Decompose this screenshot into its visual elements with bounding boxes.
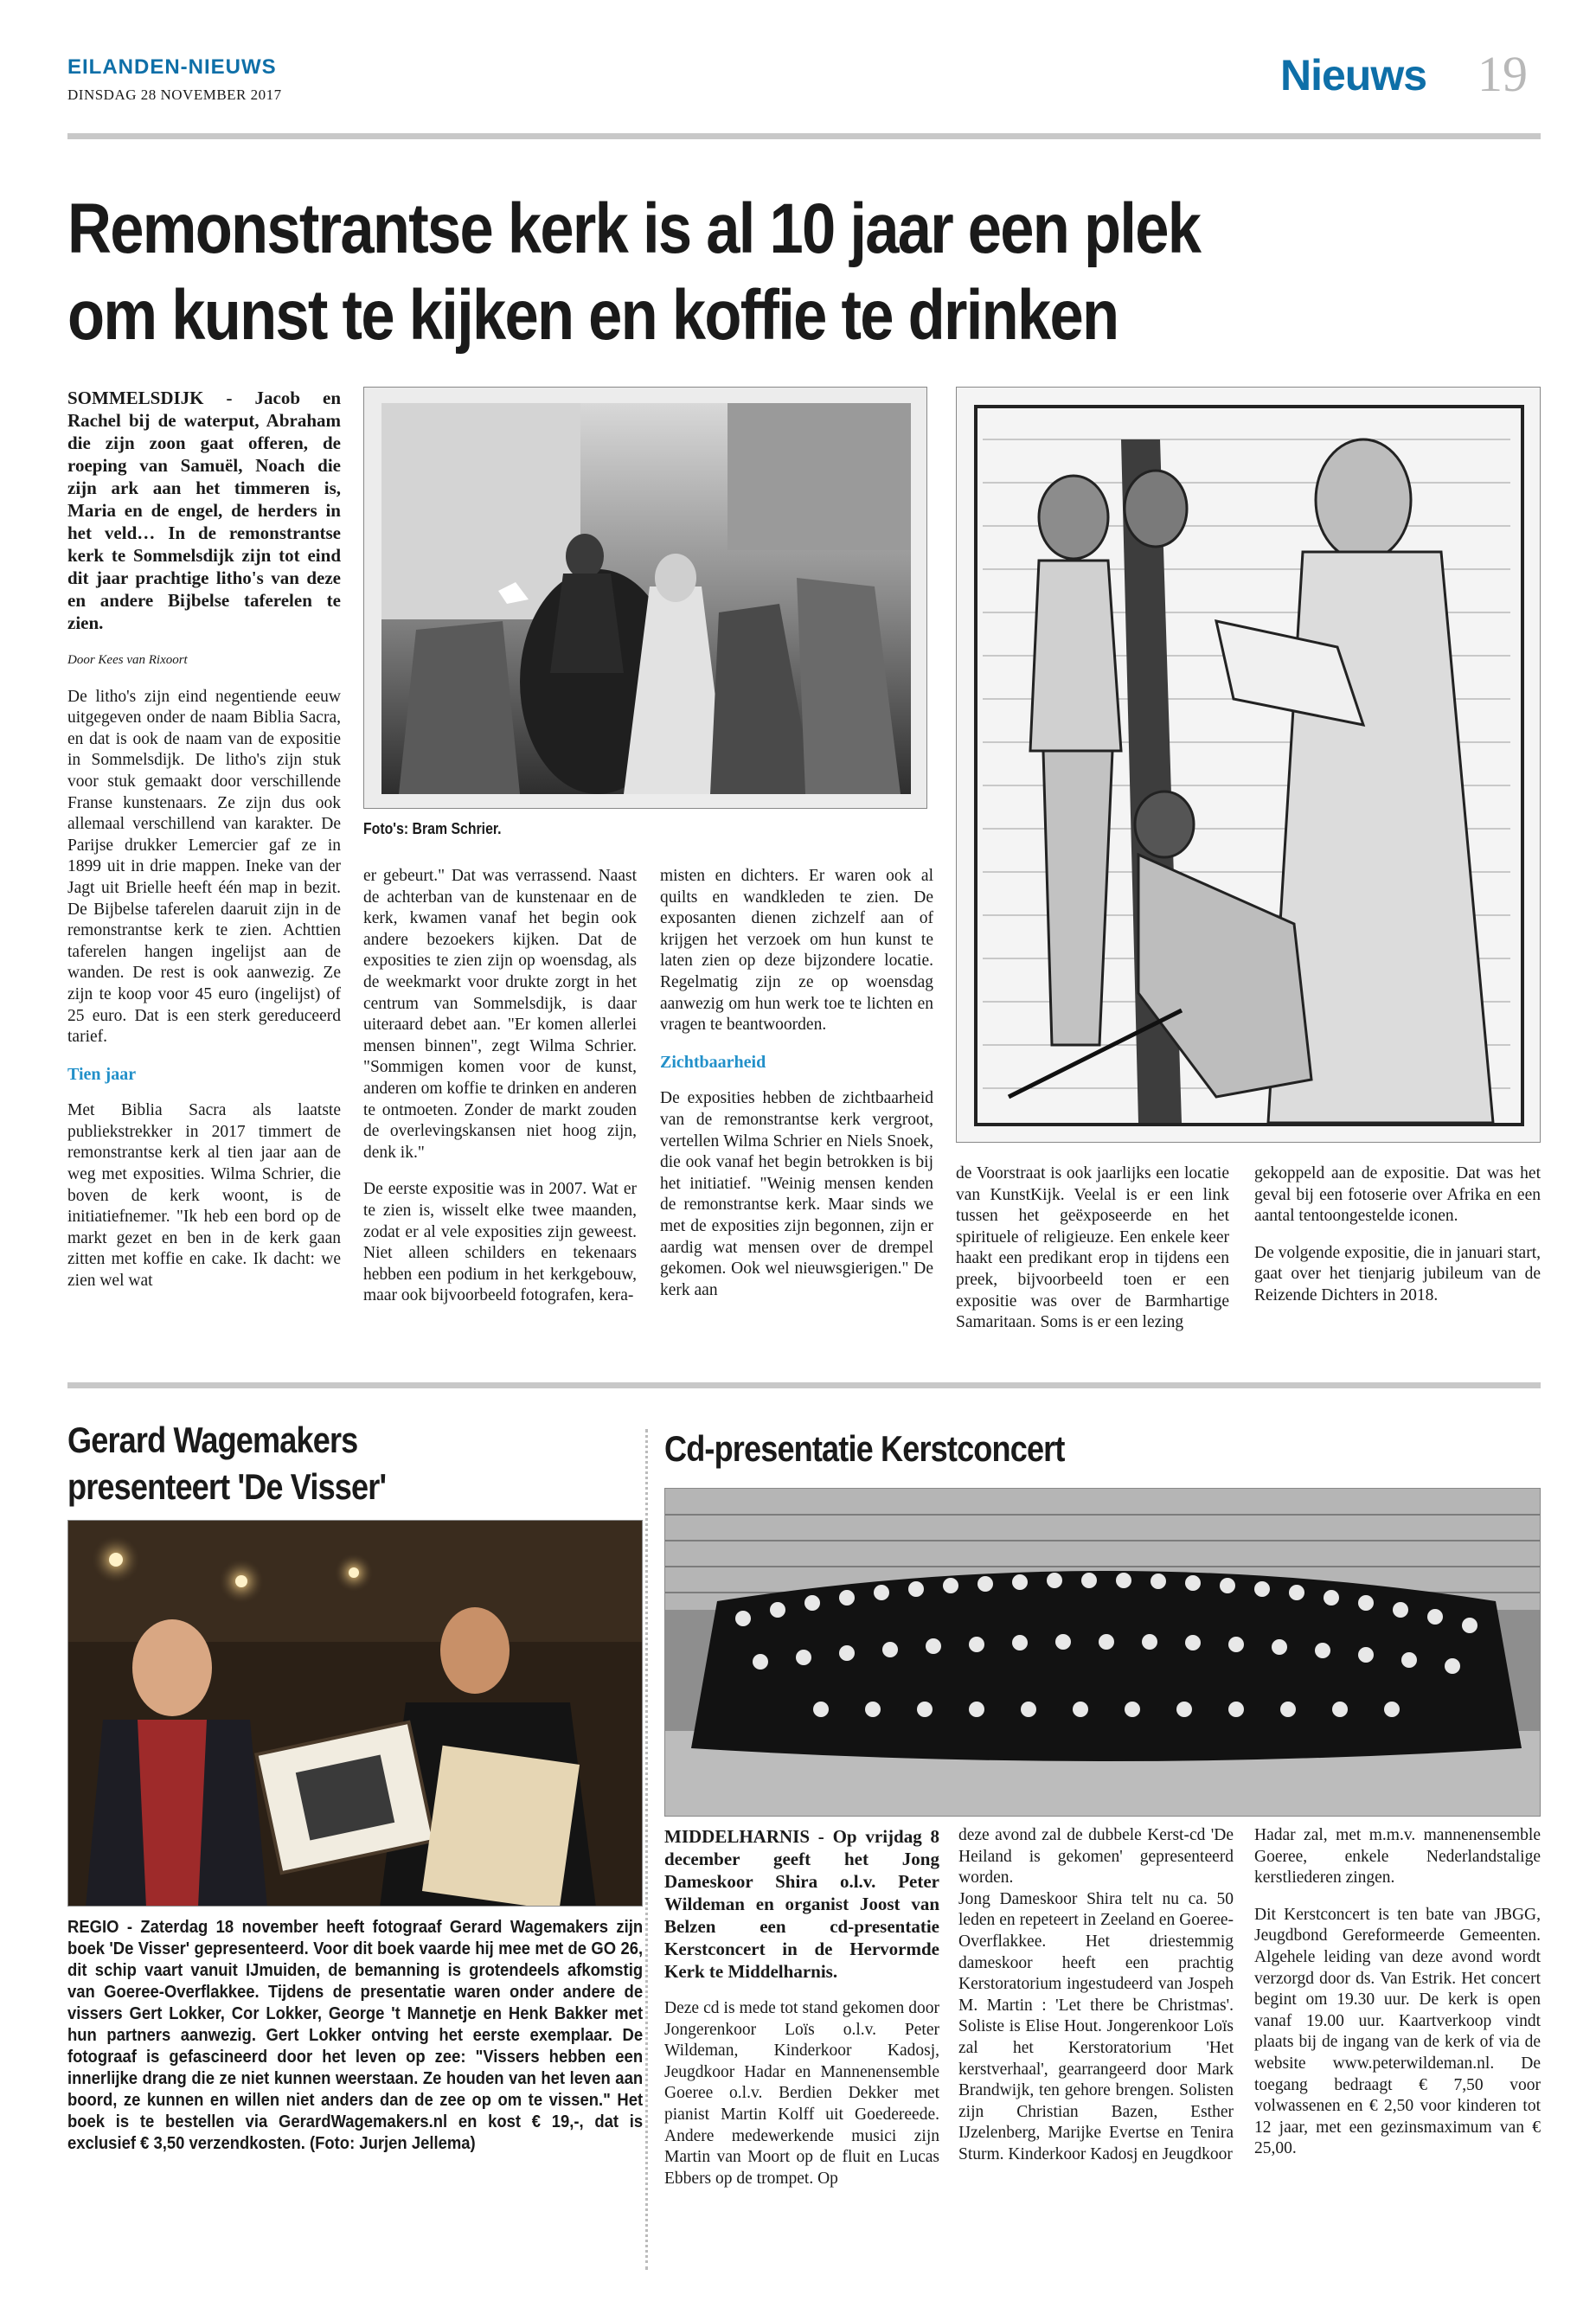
headline-line-1: Remonstrantse kerk is al 10 jaar een plek (67, 189, 1201, 268)
article-paragraph: Met Biblia Sacra als laatste publiekstrekker in 2017 timmert de remonstrantse kerk al tien jaar aan de weg met exposities. Wilma Schrier, die boven de kerk woont, is de initiatiefnemer. "Ik heb een bord op de markt gezet en ben in de kerk gaan zitten met koffie en cake. Ik dacht: we zien wel wat (67, 1101, 341, 1291)
kerstconcert-column-1 (664, 1825, 939, 2205)
article-column-5 (1254, 1163, 1541, 1323)
article-headline (67, 186, 1335, 359)
wagemakers-title-line-1: Gerard Wagemakers (67, 1420, 358, 1460)
article-column-1 (67, 387, 341, 1308)
article-intro: SOMMELSDIJK - Jacob en Rachel bij de waterput, Abraham die zijn zoon gaat offeren, de roeping van Samuël, Noach die zijn ark aan het timmeren is, Maria en de engel, de herders in het veld… In de remonstrantse kerk te Sommelsdijk zijn tot eind dit jaar prachtige litho's van deze en andere Bijbelse taferelen te zien. (67, 388, 341, 633)
wagemakers-title (67, 1417, 633, 1510)
kerstconcert-column-3 (1254, 1825, 1541, 2176)
article-byline: Door Kees van Rixoort (67, 653, 188, 667)
kerstconcert-intro: MIDDELHARNIS - Op vrijdag 8 december geeft het Jong Dameskoor Shira o.l.v. Peter Wildeman en organist Joost van Belzen een cd-presentatie Kerstconcert in de Hervormde Kerk te Middelharnis. (664, 1826, 939, 1982)
choir-scene (665, 1489, 1541, 1817)
article-subhead: Zichtbaarheid (660, 1052, 766, 1072)
publication-date: DINSDAG 28 NOVEMBER 2017 (67, 87, 282, 103)
presentation-scene (68, 1521, 643, 1907)
kerstconcert-paragraph: Dit Kerstconcert is ten bate van JBGG, Jeugdbond Gereformeerde Gemeenten. Algehele leiding van deze avond wordt verzorgd door ds. Van Estrik. Het concert begint om 19.30 uur. De kerk is open vanaf 19.00 uur. Kaartverkoop vindt plaats bij de ingang van de kerk of via de website www.peterwildeman.nl. De toegang bedraagt € 7,50 voor volwassenen en € 2,50 voor kinderen tot 12 jaar, met een gezinsmaximum van € 25,00. (1254, 1905, 1541, 2158)
wagemakers-presentation-photo (67, 1520, 643, 1907)
litho-illustration (364, 388, 927, 809)
column-divider (645, 1429, 648, 2270)
page-number: 19 (1477, 46, 1528, 102)
article-paragraph: De litho's zijn eind negentiende eeuw uitgegeven onder de naam Biblia Sacra, en dat is ook de naam van de expositie in Sommelsdijk. De litho's zijn stuk voor stuk gemaakt door verschillende Franse kunstenaars. Ze zijn dus ook allemaal verschillend van karakter. De Parijse drukker Lemercier gaf ze in 1899 uit in drie mappen. Ineke van der Jagt uit Brielle heeft één map in bezit. De Bijbelse taferelen daaruit zijn in de remonstrantse kerk te zien. Achttien taferelen hangen ingelijst aan de wanden. De rest is ook aanwezig. Ze zijn te koop voor 45 euro (ingelijst) of 25 euro. Dat is een sterk gereduceerd tarief. (67, 687, 341, 1047)
kerstconcert-paragraph: Deze cd is mede tot stand gekomen door Jongerenkoor Loïs o.l.v. Peter Wildeman, Kinderkoor Kadosj, Jeugdkoor Hadar en Mannenensemble Goeree o.l.v. Berdien Dekker met pianist Martin Kolff uit Goedereede. Andere medewerkende musici zijn Martin van Moort op de fluit en Lucas Ebbers op de trompet. Op (664, 1999, 939, 2188)
litho-crucifixion-photo (956, 387, 1541, 1143)
litho-palm-sunday-photo (363, 387, 927, 809)
article-paragraph: De exposities hebben de zichtbaarheid van de remonstrantse kerk vergroot, vertellen Wilma Schrier en Niels Snoek, die ook vanaf het begin betrokken is bij het initiatief. "Weinig mensen kenden de remonstrantse kerk. Maar sinds we met de exposities zijn begonnen, zijn er aardig wat mensen over de drempel gekomen. Ook wel nieuwsgierigen." De kerk aan (660, 1089, 933, 1299)
article-paragraph: de Voorstraat is ook jaarlijks een locatie van KunstKijk. Veelal is er een link tussen het geëxposeerde en het spirituele of religieuze. Een enkele keer haakt een predikant erop in tijdens een preek, bijvoorbeeld toen er een expositie was over de Barmhartige Samaritaan. Soms is er een lezing (956, 1164, 1229, 1332)
article-paragraph: gekoppeld aan de expositie. Dat was het geval bij een fotoserie over Afrika en een aantal tentoongestelde iconen. (1254, 1164, 1541, 1226)
kerstconcert-column-2 (958, 1825, 1234, 2182)
article-column-2 (363, 866, 637, 1323)
article-column-4 (956, 1163, 1229, 1349)
headline-line-2: om kunst te kijken en koffie te drinken (67, 276, 1118, 355)
litho-engraving (957, 388, 1541, 1143)
article-paragraph: De volgende expositie, die in januari start, gaat over het tienjarig jubileum van de Reizende Dichters in 2018. (1254, 1243, 1541, 1304)
top-rule (67, 133, 1541, 139)
kerstconcert-paragraph: Hadar zal, met m.m.v. mannenensemble Goeree, enkele Nederlandstalige kerstliederen zingen. (1254, 1826, 1541, 1888)
kerstconcert-paragraph: deze avond zal de dubbele Kerst-cd 'De Heiland is gekomen' gepresenteerd worden. (958, 1826, 1234, 1888)
section-label: Nieuws (1280, 51, 1427, 99)
article-column-3 (660, 866, 933, 1317)
masthead-logo: EILANDEN-NIEUWS (67, 55, 277, 79)
photo-credit: Foto's: Bram Schrier. (363, 820, 502, 837)
article-paragraph: De eerste expositie was in 2007. Wat er te zien is, wisselt elke twee maanden, zodat er al vele exposities zijn geweest. Niet alleen schilders en tekenaars hebben een podium in het kerkgebouw, maar ook bijvoorbeeld fotografen, kera- (363, 1180, 637, 1305)
wagemakers-caption: REGIO - Zaterdag 18 november heeft fotograaf Gerard Wagemakers zijn boek 'De Visser' gepresenteerd. Voor dit boek vaarde hij mee met de GO 26, dit schip vaart vanuit IJmuiden, de bemanning is grotendeels afkomstig van Goeree-Overflakkee. Tijdens de presentatie waren onder andere de vissers Gert Lokker, Cor Lokker, George 't Mannetje en Henk Bakker met hun partners aanwezig. Gert Lokker ontving het eerste exemplaar. De fotograaf is gefascineerd door het leven op zee: "Vissers hebben een innerlijke drang die ze niet kunnen weerstaan. Ze houden van het leven aan boord, ze kunnen en willen niet anders dan de zee op om te vissen." Het boek is te bestellen via GerardWagemakers.nl en kost € 19,-, dat is exclusief € 3,50 verzendkosten. (Foto: Jurjen Jellema) (67, 1917, 644, 2153)
choir-group-photo (664, 1488, 1541, 1817)
kerstconcert-paragraph: Jong Dameskoor Shira telt nu ca. 50 leden en repeteert in Zeeland en Goeree-Overflakkee. Het driestemmig dameskoor heeft een prachtig Kerstoratorium ingestudeerd van Jospeh M. Martin : 'Let there be Christmas'. Soliste is Elise Hout. Jongerenkoor Loïs zal het Kerstoratorium 'Het kerstverhaal', gearrangeerd door Mark Brandwijk, ten gehore brengen. Solisten zijn Christian Bazen, Esther IJzelenberg, Marijke Evertse en Tenira Sturm. Kinderkoor Kadosj en Jeugdkoor (958, 1889, 1234, 2163)
wagemakers-title-line-2: presenteert 'De Visser' (67, 1466, 387, 1507)
article-paragraph: er gebeurt." Dat was verrassend. Naast de achterban van de kunstenaar en de kerk, kwamen vanaf het begin ook andere bezoekers kijken. Dat de exposities te zien zijn op woensdag, als de weekmarkt voor drukte zorgt in het centrum van Sommelsdijk, is daar uiteraard debet aan. "Er komen allerlei mensen binnen", zegt Wilma Schrier. "Sommigen komen voor de kunst, anderen om koffie te drinken en anderen te ontmoeten. Zonder de markt zouden de overlevingskansen niet hoog zijn, denk ik." (363, 867, 637, 1162)
section-rule (67, 1382, 1541, 1388)
article-subhead: Tien jaar (67, 1064, 137, 1084)
kerstconcert-title: Cd-presentatie Kerstconcert (664, 1428, 1065, 1469)
article-paragraph: misten en dichters. Er waren ook al quilts en wandkleden te zien. De exposanten dienen zichzelf aan of krijgen het verzoek om hun kunst te laten zien op deze bijzondere locatie. Regelmatig zijn ze op woensdag aanwezig om hun werk toe te lichten en vragen te beantwoorden. (660, 867, 933, 1035)
